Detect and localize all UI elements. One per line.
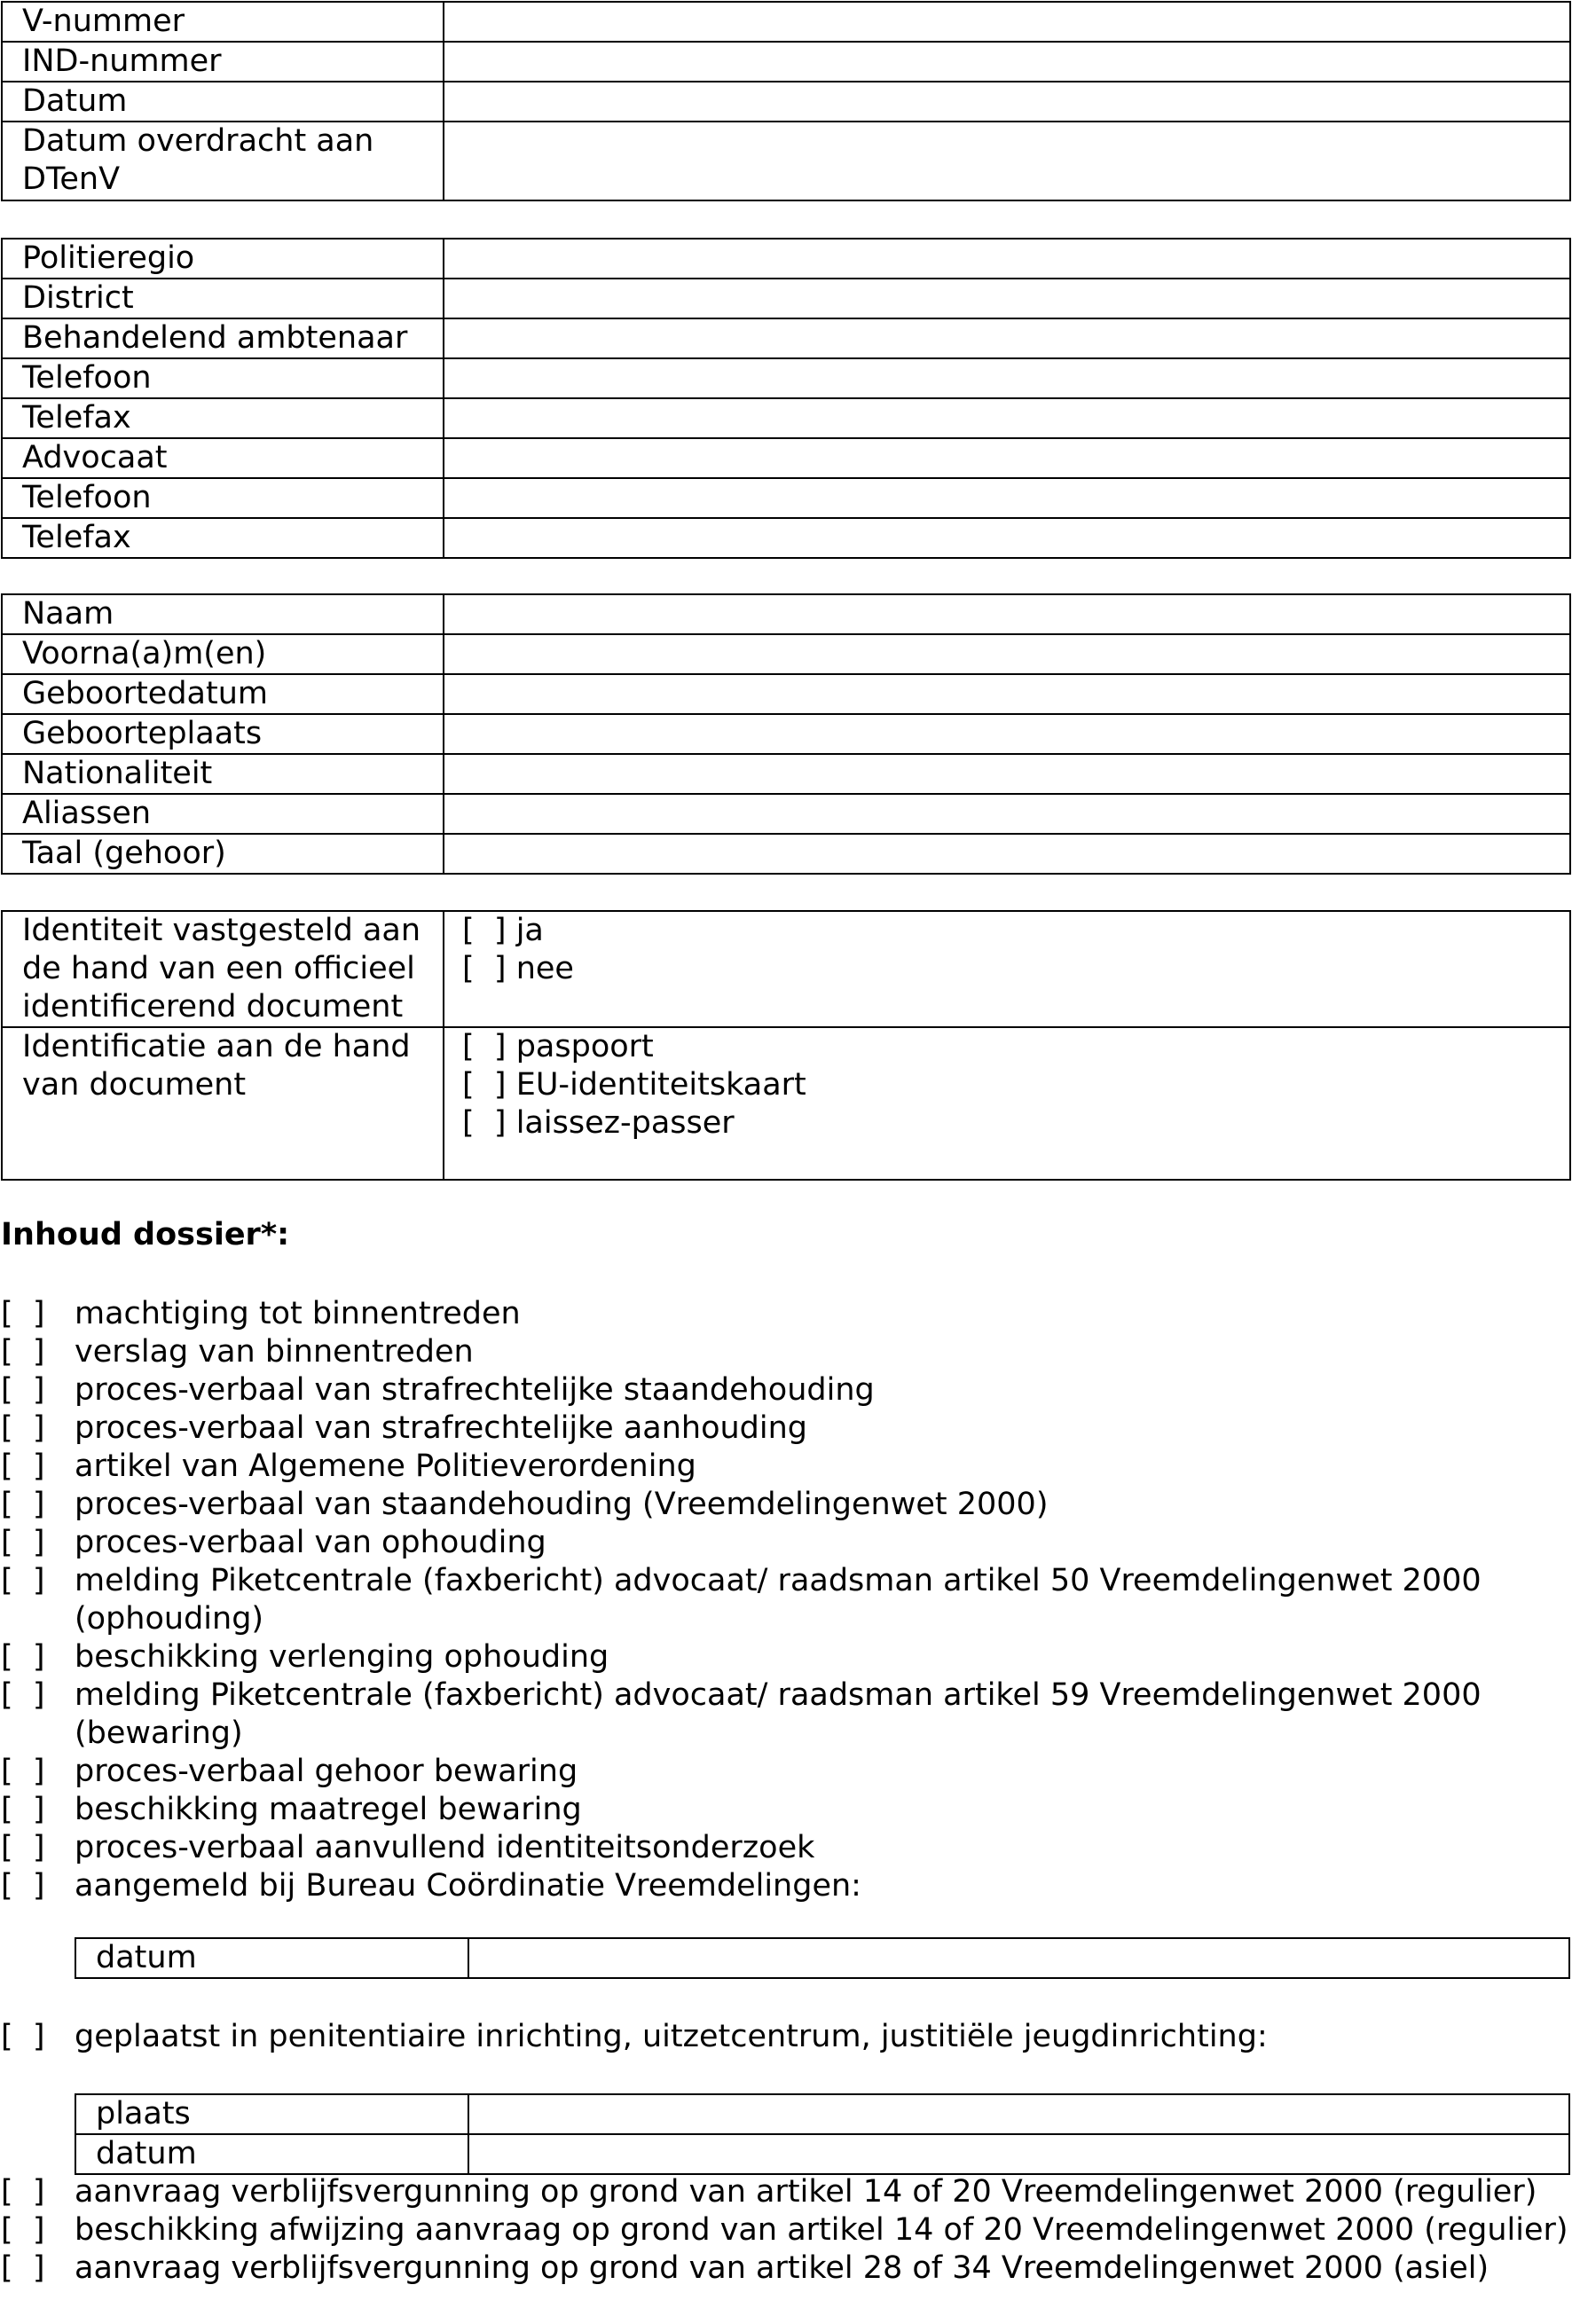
document-options [444,1027,1570,1180]
list-item[interactable] [0,1524,1572,1562]
option-laissez-passer[interactable] [462,1104,1569,1142]
option-label: paspoort [515,1029,654,1064]
list-item[interactable] [0,1333,1572,1371]
option-label: EU-identiteitskaart [515,1067,806,1103]
taal-field[interactable] [444,834,1570,874]
list-item[interactable] [0,1371,1572,1409]
list-item[interactable] [0,1295,1572,1333]
placement-checklist [0,2018,1572,2056]
table-label: IND-nummer [2,42,444,82]
ambtenaar-field[interactable] [444,318,1570,358]
option-label: ja [515,913,544,948]
list-item[interactable] [0,2018,1572,2056]
advocaat-telefoon-field[interactable] [444,478,1570,518]
placement-table [75,2093,1570,2175]
table-label: Datum [2,82,444,122]
geboorteplaats-field[interactable] [444,714,1570,754]
ind-nummer-field[interactable] [444,42,1570,82]
telefax-field[interactable] [444,398,1570,438]
table-label: Telefax [2,398,444,438]
table-label: datum [75,2134,468,2174]
item-label: machtiging tot binnentreden [75,1296,521,1331]
item-label: geplaatst in penitentiaire inrichting, uitzetcentrum, justitiële jeugdinrichting: [75,2019,1268,2054]
table-label: Behandelend ambtenaar [2,318,444,358]
datum-field[interactable] [444,82,1570,122]
case-numbers-table [1,1,1571,201]
checkbox[interactable]: [ ] [1,2019,45,2054]
item-label: proces-verbaal van ophouding [75,1525,546,1560]
telefoon-field[interactable] [444,358,1570,398]
aliassen-field[interactable] [444,794,1570,834]
plaatsing-datum-field[interactable] [468,2134,1569,2174]
table-label: Nationaliteit [2,754,444,794]
table-label: District [2,279,444,318]
table-label: Geboorteplaats [2,714,444,754]
item-label: aanvraag verblijfsvergunning op grond van artikel 28 of 34 Vreemdelingenwet 2000 (asiel) [75,2250,1489,2286]
item-label: beschikking verlenging ophouding [75,1639,609,1675]
section-heading: Inhoud dossier*: [1,1217,290,1252]
list-item[interactable] [0,1791,1572,1829]
table-label: Geboortedatum [2,674,444,714]
checkbox[interactable]: [ ] [1,1372,45,1408]
item-label: proces-verbaal van strafrechtelijke aanhouding [75,1410,808,1446]
nationaliteit-field[interactable] [444,754,1570,794]
police-contact-table [1,238,1571,559]
list-item[interactable] [0,1562,1572,1638]
table-label: datum [75,1938,468,1978]
checkbox[interactable]: [ ] [1,2174,45,2210]
item-label: melding Piketcentrale (faxbericht) advocaat/ raadsman artikel 59 Vreemdelingenwet 2000 (bewaring) [75,1677,1482,1751]
list-item[interactable] [0,1753,1572,1791]
checkbox[interactable]: [ ] [1,1334,45,1370]
checkbox[interactable]: [ ] [462,1029,507,1064]
list-item[interactable] [0,1676,1572,1753]
checkbox[interactable]: [ ] [462,1067,507,1103]
item-label: proces-verbaal van strafrechtelijke staandehouding [75,1372,875,1408]
checkbox[interactable]: [ ] [1,1563,45,1598]
person-table [1,593,1571,875]
option-eu-identiteitskaart[interactable] [462,1066,1569,1104]
application-checklist [0,2173,1572,2288]
identification-table [1,910,1571,1181]
dossier-checklist [0,1295,1572,1905]
datum-overdracht-field[interactable] [444,122,1570,200]
table-label: Telefoon [2,478,444,518]
checkbox[interactable]: [ ] [1,1449,45,1484]
item-label: proces-verbaal aanvullend identiteitsonderzoek [75,1830,815,1865]
option-paspoort[interactable] [462,1028,1569,1066]
checkbox[interactable]: [ ] [1,1754,45,1789]
item-label: proces-verbaal van staandehouding (Vreemdelingenwet 2000) [75,1487,1049,1522]
option-nee[interactable] [462,950,1569,988]
option-ja[interactable] [462,912,1569,950]
geboortedatum-field[interactable] [444,674,1570,714]
table-label: plaats [75,2094,468,2134]
checkbox[interactable]: [ ] [1,1830,45,1865]
list-item[interactable] [0,1829,1572,1867]
list-item[interactable] [0,1486,1572,1524]
table-label: Aliassen [2,794,444,834]
table-label: Telefoon [2,358,444,398]
list-item[interactable] [0,2173,1572,2211]
table-label: Naam [2,594,444,634]
checkbox[interactable]: [ ] [462,951,507,986]
naam-field[interactable] [444,594,1570,634]
district-field[interactable] [444,279,1570,318]
checkbox[interactable]: [ ] [1,2250,45,2286]
advocaat-telefax-field[interactable] [444,518,1570,558]
table-label: Taal (gehoor) [2,834,444,874]
voornamen-field[interactable] [444,634,1570,674]
table-label: Advocaat [2,438,444,478]
checkbox[interactable]: [ ] [1,1792,45,1827]
table-label: V-nummer [2,2,444,42]
v-nummer-field[interactable] [444,2,1570,42]
checkbox[interactable]: [ ] [1,1525,45,1560]
list-item[interactable] [0,1409,1572,1448]
bcv-date-table [75,1937,1570,1979]
list-item[interactable] [0,1867,1572,1905]
item-label: melding Piketcentrale (faxbericht) advocaat/ raadsman artikel 50 Vreemdelingenwet 2000 (ophouding) [75,1563,1482,1637]
politieregio-field[interactable] [444,239,1570,279]
table-label: Identificatie aan de hand van document [2,1027,444,1180]
table-label: Datum overdracht aan DTenV [2,122,444,200]
item-label: verslag van binnentreden [75,1334,474,1370]
table-label: Telefax [2,518,444,558]
checkbox[interactable]: [ ] [1,1410,45,1446]
item-label: proces-verbaal gehoor bewaring [75,1754,578,1789]
list-item[interactable] [0,2249,1572,2288]
item-label: aangemeld bij Bureau Coördinatie Vreemdelingen: [75,1868,861,1904]
checkbox[interactable]: [ ] [1,1487,45,1522]
checkbox[interactable]: [ ] [462,913,507,948]
checkbox[interactable]: [ ] [1,1677,45,1713]
plaats-field[interactable] [468,2094,1569,2134]
identity-options [444,911,1570,1027]
bcv-datum-field[interactable] [468,1938,1569,1978]
list-item[interactable] [0,1448,1572,1486]
advocaat-field[interactable] [444,438,1570,478]
item-label: artikel van Algemene Politieverordening [75,1449,696,1484]
list-item[interactable] [0,2211,1572,2249]
option-label: nee [515,951,574,986]
table-label: Politieregio [2,239,444,279]
checkbox[interactable]: [ ] [1,1639,45,1675]
table-label: Identiteit vastgesteld aan de hand van een officieel identificerend document [2,911,444,1027]
checkbox[interactable]: [ ] [1,1868,45,1904]
checkbox[interactable]: [ ] [1,1296,45,1331]
list-item[interactable] [0,1638,1572,1676]
item-label: beschikking maatregel bewaring [75,1792,582,1827]
table-label: Voorna(a)m(en) [2,634,444,674]
item-label: aanvraag verblijfsvergunning op grond van artikel 14 of 20 Vreemdelingenwet 2000 (regulier) [75,2174,1537,2210]
checkbox[interactable]: [ ] [1,2212,45,2248]
item-label: beschikking afwijzing aanvraag op grond van artikel 14 of 20 Vreemdelingenwet 2000 (regulier) [75,2212,1568,2248]
option-label: laissez-passer [515,1105,735,1141]
checkbox[interactable]: [ ] [462,1105,507,1141]
